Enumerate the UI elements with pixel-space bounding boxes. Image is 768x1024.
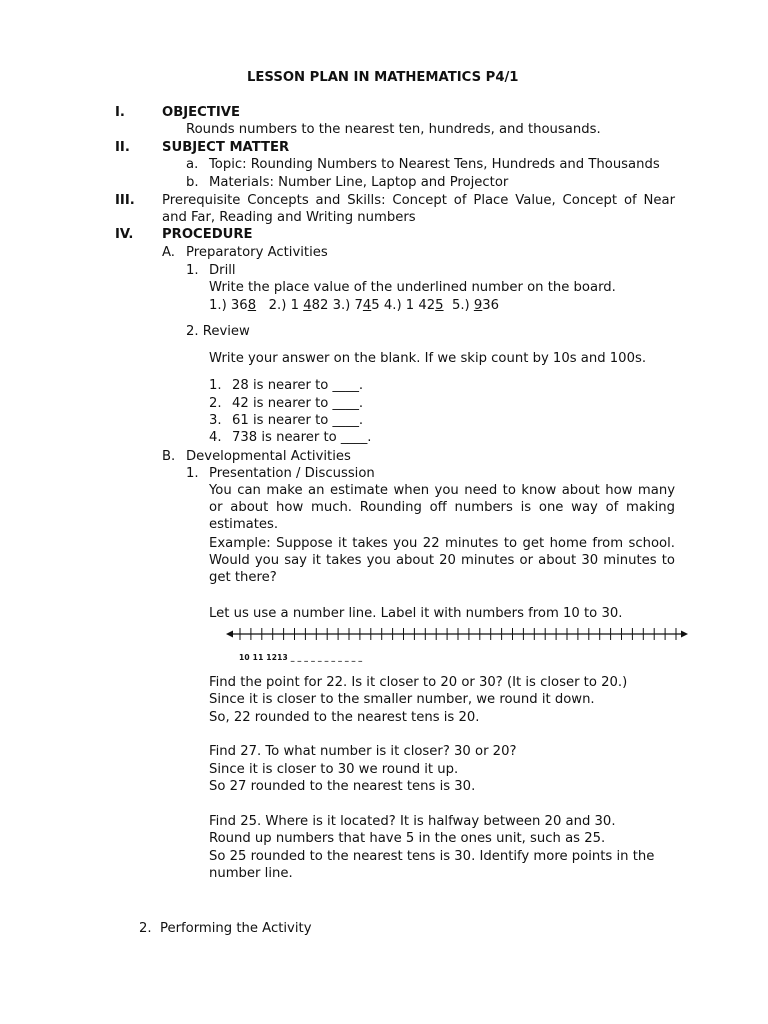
review-item: 61 is nearer to ____. [232,413,364,428]
review-label: 2. Review [186,324,250,339]
review-item-marker: 1. [209,378,222,393]
example-paragraph: Example: Suppose it takes you 22 minutes to get home from school. Would you say it takes you about 20 minutes or about 30 minutes to get there? [209,536,675,585]
drill-item: 3.) 745 [332,298,380,313]
find-27-line: So 27 rounded to the nearest tens is 30. [209,779,476,794]
drill-item: 1.) 368 [209,298,257,313]
procedure-b-label: Developmental Activities [186,449,351,464]
find-25-line: So 25 rounded to the nearest tens is 30. Identify more points in the [209,849,655,864]
find-25-line: Round up numbers that have 5 in the ones unit, such as 25. [209,831,606,846]
section-i-number: I. [115,105,125,120]
review-item: 42 is nearer to ____. [232,396,364,411]
subject-item-marker: b. [186,175,199,190]
number-line-labels: 10 11 1213 _ _ _ _ _ _ _ _ _ _ _ [239,653,363,662]
find-27-line: Find 27. To what number is it closer? 30 or 20? [209,744,517,759]
procedure-b-marker: B. [162,449,176,464]
find-25-line: Find 25. Where is it located? It is halfway between 20 and 30. [209,814,616,829]
arrow-left-icon [226,631,233,638]
review-item-marker: 3. [209,413,222,428]
review-item: 738 is nearer to ____. [232,430,372,445]
subject-item-materials: Materials: Number Line, Laptop and Projector [209,175,509,190]
review-item: 28 is nearer to ____. [232,378,364,393]
performing-marker: 2. [139,921,152,936]
presentation-marker: 1. [186,466,199,481]
section-iv-number: IV. [115,227,134,242]
subject-item-topic: Topic: Rounding Numbers to Nearest Tens, Hundreds and Thousands [209,157,660,172]
arrow-right-icon [681,631,688,638]
presentation-paragraph: You can make an estimate when you need to know about how many or about how much. Rounding off numbers is one way of making estimates. [209,483,675,532]
section-i-heading: OBJECTIVE [162,105,240,120]
section-iv-heading: PROCEDURE [162,227,253,242]
procedure-a-label: Preparatory Activities [186,245,328,260]
find-22-line: Find the point for 22. Is it closer to 20 or 30? (It is closer to 20.) [209,675,628,690]
section-iii-number: III. [115,193,135,208]
review-item-marker: 4. [209,430,222,445]
find-22-line: Since it is closer to the smaller number, we round it down. [209,692,595,707]
subject-item-marker: a. [186,157,199,172]
section-ii-number: II. [115,140,130,155]
drill-label: Drill [209,263,236,278]
review-item-marker: 2. [209,396,222,411]
number-line-instruction: Let us use a number line. Label it with numbers from 10 to 30. [209,606,623,621]
presentation-label: Presentation / Discussion [209,466,375,481]
find-27-line: Since it is closer to 30 we round it up. [209,762,459,777]
performing-label: Performing the Activity [160,921,312,936]
drill-item: 5.) 936 [451,298,500,313]
objective-text: Rounds numbers to the nearest ten, hundreds, and thousands. [186,122,601,137]
drill-instruction: Write the place value of the underlined number on the board. [209,280,616,295]
drill-item: 2.) 1 482 [268,298,329,313]
procedure-a-marker: A. [162,245,175,260]
review-instruction: Write your answer on the blank. If we skip count by 10s and 100s. [209,351,647,366]
find-25-line: number line. [209,866,293,881]
drill-items [209,297,499,314]
drill-marker: 1. [186,263,199,278]
prerequisite-text: Prerequisite Concepts and Skills: Concept of Place Value, Concept of Near and Far, Reading and Writing numbers [162,193,675,225]
find-22-line: So, 22 rounded to the nearest tens is 20. [209,710,480,725]
drill-item: 4.) 1 425 [383,298,444,313]
section-ii-heading: SUBJECT MATTER [162,140,290,155]
page-title: LESSON PLAN IN MATHEMATICS P4/1 [247,70,519,85]
number-line [226,624,688,644]
